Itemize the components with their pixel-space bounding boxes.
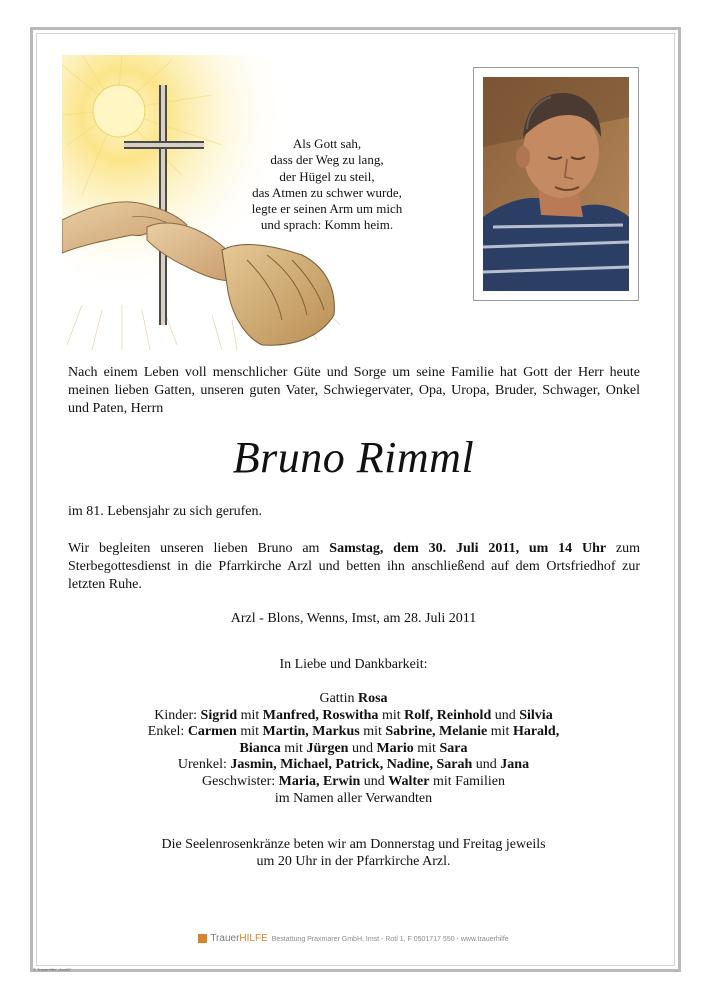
rosary-text: Die Seelenrosenkränze beten wir am Donnerstag und Freitag jeweils um 20 Uhr in der Pfarrkirche Arzl. [161,837,546,869]
trauerhilfe-logo-icon [198,934,207,943]
footer-imprint [0,933,707,944]
portrait-photo [483,77,629,291]
portrait-frame [473,67,639,301]
mourners-list [0,691,707,807]
service-after: zum Sterbegottesdienst in die Pfarrkirche Arzl und betten ihn anschließend auf dem Ortsfriedhof zur letzten Ruhe. [68,541,640,592]
age-text: im 81. Lebensjahr zu sich gerufen. [68,504,262,519]
mourner-line-relatives: im Namen aller Verwandten [274,790,433,806]
trauerhilfe-logo[interactable]: TrauerHILFE [210,933,268,944]
deceased-name: Bruno Rimml [232,433,475,482]
mourner-line-grandchildren-2: Bianca mit Jürgen und Mario mit Sara [239,740,468,756]
poem: Als Gott sah, dass der Weg zu lang, der Hügel zu steil, das Atmen zu schwer wurde, legte er seinen Arm um mich und sprach: Komm heim. [251,136,403,233]
thanks-heading: In Liebe und Dankbarkeit: [279,657,428,672]
service-datetime: Samstag, dem 30. Juli 2011, um 14 Uhr [329,541,607,556]
mourner-line-great-grandchildren: Urenkel: Jasmin, Michael, Patrick, Nadine, Sarah und Jana [177,757,530,773]
funeral-service-text [68,540,640,594]
intro-text: Nach einem Leben voll menschlicher Güte und Sorge um seine Familie hat Gott der Herr heute meinen lieben Gatten, unseren guten Vater, Schwiegervater, Opa, Uropa, Bruder, Schwager, Onkel und Paten, Herrn [68,365,640,416]
copyright-note: © TrauerHilfe „Arzl02“ [33,967,72,972]
place-and-date: Arzl - Blons, Wenns, Imst, am 28. Juli 2011 [230,611,477,626]
mourner-line-grandchildren: Enkel: Carmen mit Martin, Markus mit Sabrine, Melanie mit Harald, [147,724,560,740]
mourner-line-siblings: Geschwister: Maria, Erwin und Walter mit Familien [202,773,505,789]
mourner-line-spouse: Gattin Rosa [319,691,388,706]
service-before: Wir begleiten unseren lieben Bruno am [68,541,330,556]
footer-text: Bestattung Praxmarer GmbH, Imst - Rotl 1, F 0501717 550 - www.trauerhilfe [271,936,509,943]
mourner-line-children: Kinder: Sigrid mit Manfred, Roswitha mit Rolf, Reinhold und Silvia [154,707,553,723]
